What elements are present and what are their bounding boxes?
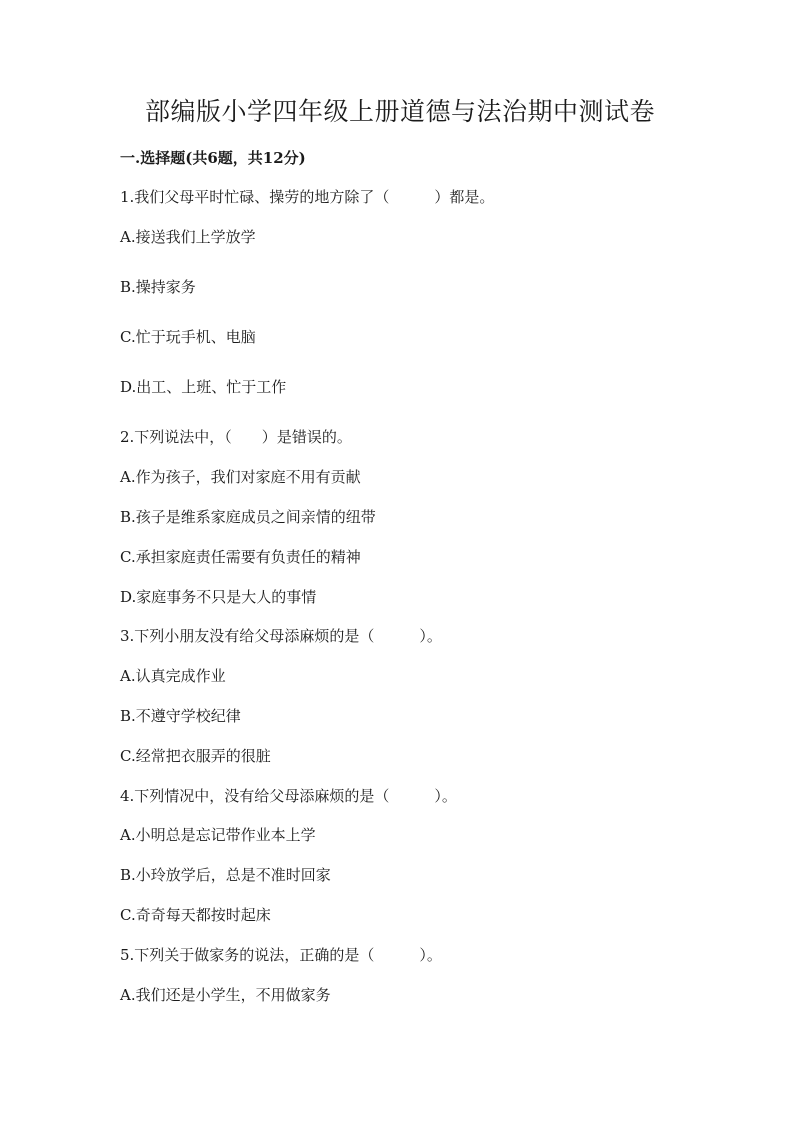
question-1-option-b: B.操持家务 xyxy=(120,278,196,296)
question-2-option-a: A.作为孩子，我们对家庭不用有贡献 xyxy=(120,468,361,486)
question-1-option-a: A.接送我们上学放学 xyxy=(120,228,256,246)
page-title: 部编版小学四年级上册道德与法治期中测试卷 xyxy=(144,97,655,126)
question-1-stem: 1.我们父母平时忙碌、操劳的地方除了（ ）都是。 xyxy=(120,188,495,206)
question-4-option-c: C.奇奇每天都按时起床 xyxy=(120,906,271,924)
question-2-option-d: D.家庭事务不只是大人的事情 xyxy=(120,588,317,606)
question-4-option-a: A.小明总是忘记带作业本上学 xyxy=(120,826,316,844)
question-1-option-c: C.忙于玩手机、电脑 xyxy=(120,328,256,346)
question-2-option-c: C.承担家庭责任需要有负责任的精神 xyxy=(120,548,361,566)
question-4-stem: 4.下列情况中，没有给父母添麻烦的是（ ）。 xyxy=(120,787,457,805)
question-2-option-b: B.孩子是维系家庭成员之间亲情的纽带 xyxy=(120,508,376,526)
question-3-stem: 3.下列小朋友没有给父母添麻烦的是（ ）。 xyxy=(120,627,442,645)
section-heading: 一.选择题(共6题，共12分) xyxy=(120,149,306,167)
question-5-stem: 5.下列关于做家务的说法，正确的是（ ）。 xyxy=(120,946,442,964)
question-4-option-b: B.小玲放学后，总是不准时回家 xyxy=(120,866,331,884)
question-3-option-c: C.经常把衣服弄的很脏 xyxy=(120,747,271,765)
question-5-option-a: A.我们还是小学生，不用做家务 xyxy=(120,986,331,1004)
question-1-option-d: D.出工、上班、忙于工作 xyxy=(120,378,287,396)
question-3-option-a: A.认真完成作业 xyxy=(120,667,226,685)
question-3-option-b: B.不遵守学校纪律 xyxy=(120,707,241,725)
question-2-stem: 2.下列说法中，（ ）是错误的。 xyxy=(120,428,352,446)
